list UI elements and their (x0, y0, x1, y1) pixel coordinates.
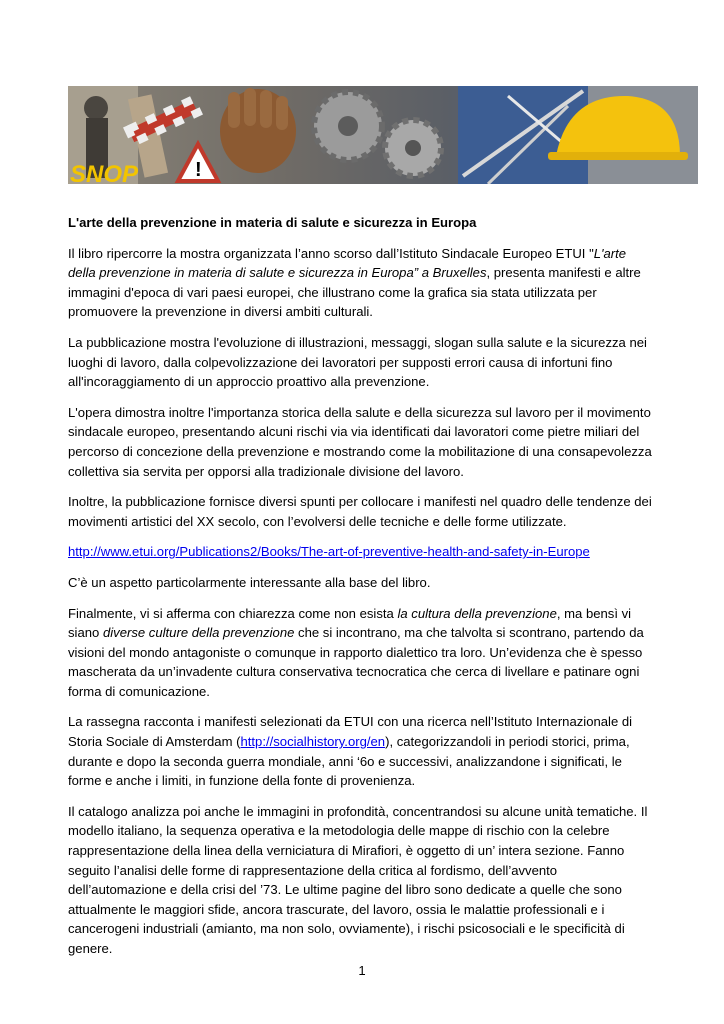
banner-collage-image (68, 86, 698, 184)
paragraph-text: La rassegna racconta i manifesti selezionati da ETUI con una ricerca nell’Istituto Internazionale di Storia Sociale di Amsterdam ( (68, 714, 633, 750)
paragraph-aspect: C’è un aspetto particolarmente interessante alla base del libro. (68, 574, 431, 590)
paragraph-cultures (68, 604, 656, 702)
italic-exhibition-title: L'arte della prevenzione in materia di salute e sicurezza in Europa” a Bruxelles (68, 245, 627, 281)
paragraph-intro (68, 244, 656, 322)
svg-text:!: ! (195, 159, 202, 181)
header-banner (68, 86, 698, 184)
paragraph-text: , presenta manifesti e altre immagini d'epoca di vari paesi europei, che illustrano come la grafica sia stata utilizzata per promuovere la prevenzione in diversi ambiti culturali. (68, 265, 641, 320)
page-number: 1 (358, 963, 366, 978)
italic-phrase: diverse culture della prevenzione (102, 625, 295, 641)
article-body (68, 213, 656, 970)
paragraph-text: Il libro ripercorre la mostra organizzata l’anno scorso dall’Istituto Sindacale Europeo ETUI " (68, 245, 594, 261)
paragraph-link (68, 542, 656, 562)
svg-text:SNOP: SNOP (70, 161, 139, 184)
article-title: L'arte della prevenzione in materia di salute e sicurezza in Europa (68, 215, 477, 230)
paragraph-text: Finalmente, vi si afferma con chiarezza come non esista (68, 605, 398, 621)
snop-logo (70, 161, 139, 184)
paragraph-text: , ma bensì vi siano (68, 605, 632, 641)
paragraph-importance: L'opera dimostra inoltre l'importanza storica della salute e della sicurezza sul lavoro per il movimento sindacale europeo, presentando alcuni rischi via via identificati dai lavoratori come pietre miliari del percorso di concezione della prevenzione e mostrando come la mobilitazione di una consapevolezza collettiva sia servita per opporsi alla tradizionale divisione del lavoro. (68, 404, 652, 479)
paragraph-artistic-movements: Inoltre, la pubblicazione fornisce diversi spunti per collocare i manifesti nel quadro delle tendenze dei movimenti artistici del XX secolo, con l’evolversi delle tecniche e delle forme utilizzate. (68, 494, 652, 529)
paragraph-review (68, 712, 656, 790)
paragraph-evolution: La pubblicazione mostra l'evoluzione di illustrazioni, messaggi, slogan sulla salute e la sicurezza nei luoghi di lavoro, dalla colpevolizzazione dei lavoratori per supposti errori causa di infortuni fino all'incoraggiamento di un approccio proattivo alla prevenzione. (68, 334, 647, 390)
etui-publication-link[interactable]: http://www.etui.org/Publications2/Books/The-art-of-preventive-health-and-safety-in-Europe (68, 544, 590, 560)
paragraph-text: che si incontrano, ma che talvolta si scontrano, partendo da visioni del mondo antagoniste o comunque in rapporto dialettico tra loro. Un’evidenza che è spesso mascherata da un’invadente cultura conservativa tecnocratica che cerca di livellare e patinare ogni forma di comunicazione. (68, 625, 644, 699)
paragraph-catalog: Il catalogo analizza poi anche le immagini in profondità, concentrandosi su alcune unità tematiche. Il modello italiano, la sequenza operativa e la metodologia delle mappe di rischio con la celebre rappresentazione della linea della verniciatura di Mirafiori, è oggetto di un’ intera sezione. Fanno seguito l’analisi delle forme di rappresentazione della critica al fordismo, dell’avvento dell’automazione e della crisi del ’73. Le ultime pagine del libro sono dedicate a quelle che sono attualmente le maggiori sfide, ancora trascurate, del lavoro, ossia le malattie professionali e i cancerogeni industriali (amianto, ma non solo, ovviamente), i rischi psicosociali e le specificità di genere. (68, 803, 648, 956)
socialhistory-link[interactable]: http://socialhistory.org/en (240, 734, 386, 750)
paragraph-text: ), categorizzandoli in periodi storici, prima, durante e dopo la seconda guerra mondiale, anni ‘6o e successivi, analizzandone i significati, le forme e anche i limiti, in funzione della fonte di provenienza. (68, 734, 630, 789)
italic-phrase: la cultura della prevenzione (397, 605, 557, 621)
